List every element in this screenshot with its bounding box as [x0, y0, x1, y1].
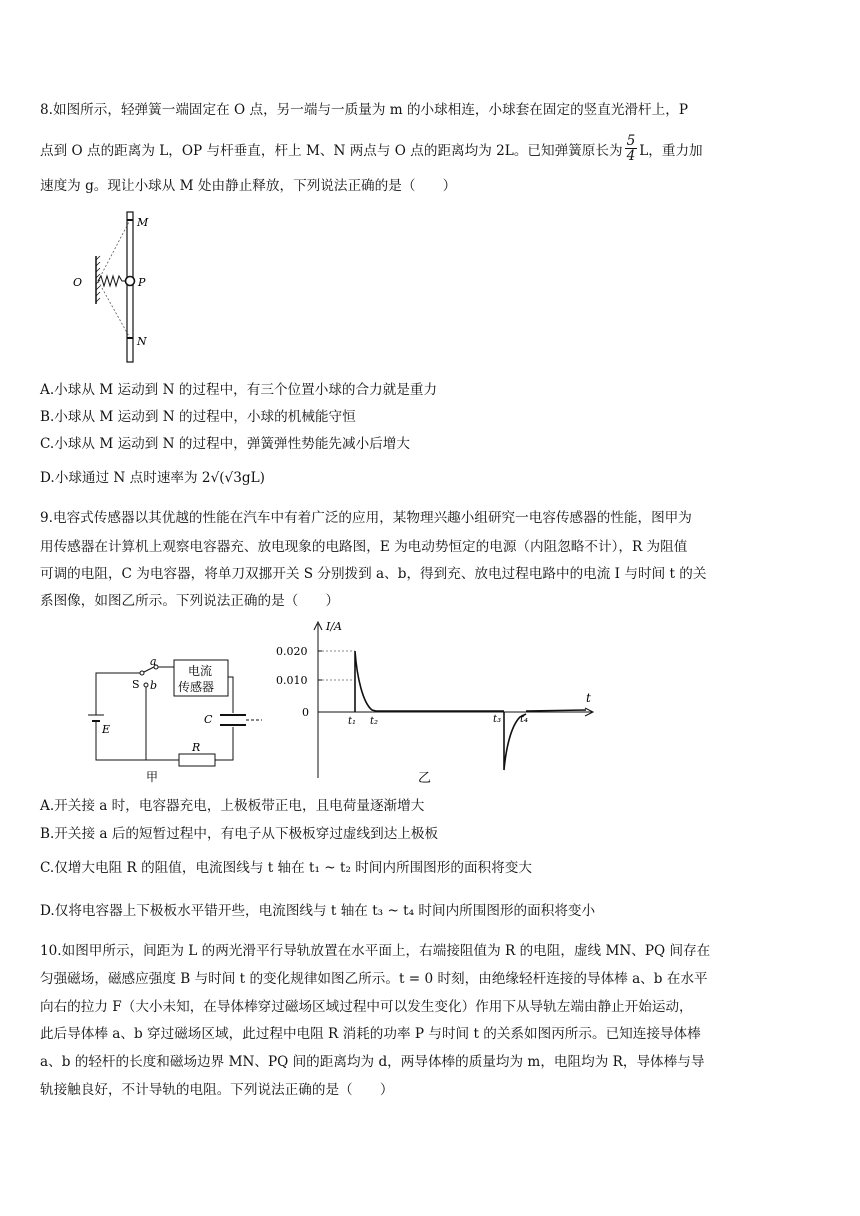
q9-current-time-graph: [268, 618, 600, 788]
q9-option-a: A.开关接 a 时，电容器充电，上极板带正电，且电荷量逐渐增大: [40, 798, 425, 814]
q10-stem-line-4: 此后导体棒 a、b 穿过磁场区域，此过程中电阻 R 消耗的功率 P 与时间 t 的关系如图丙所示。已知连接导体棒: [40, 1026, 701, 1042]
caption-jia: 甲: [146, 770, 159, 784]
label-b: b: [150, 679, 158, 692]
q10-stem-line-5: a、b 的轻杆的长度和磁场边界 MN、PQ 间的距离均为 d，两导体棒的质量均为 m，电阻均为 R，导体棒与导: [40, 1054, 705, 1070]
q8-stem-line-1: 8.如图所示，轻弹簧一端固定在 O 点，另一端与一质量为 m 的小球相连，小球套在固定的竖直光滑杆上，P: [40, 102, 688, 118]
label-s: S: [132, 678, 140, 691]
q9-stem-line-1: 9.电容式传感器以其优越的性能在汽车中有着广泛的应用，某物理兴趣小组研究一电容传感器的性能，图甲为: [40, 510, 692, 526]
graph-t2: t₂: [370, 716, 379, 727]
graph-ylabel: I/A: [326, 620, 342, 633]
q9-stem-line-3: 可调的电阻，C 为电容器，将单刀双挪开关 S 分别拨到 a、b，得到充、放电过程电路中的电流 I 与时间 t 的关: [40, 566, 707, 582]
q8-option-b: B.小球从 M 运动到 N 的过程中，小球的机械能守恒: [40, 409, 356, 425]
graph-t3: t₃: [493, 714, 502, 725]
q8-stem-line-2-tail: L，重力加: [639, 142, 703, 159]
graph-tick-0010: 0.010: [276, 674, 308, 687]
sensor-label-1: 电流: [188, 664, 213, 678]
graph-t4: t₄: [520, 714, 529, 725]
q8-spring-rod-figure: [70, 208, 180, 366]
label-a: a: [150, 655, 157, 668]
q9-option-b: B.开关接 a 后的短暂过程中，有电子从下极板穿过虚线到达上极板: [40, 826, 439, 842]
label-e: E: [102, 723, 111, 736]
q9-option-c: C.仅增大电阻 R 的阻值，电流图线与 t 轴在 t₁ ~ t₂ 时间内所围图形的面积将变大: [40, 860, 532, 876]
label-o: O: [73, 276, 83, 289]
q8-stem-line-3: 速度为 g。现让小球从 M 处由静止释放，下列说法正确的是（ ）: [40, 178, 457, 194]
q8-option-d: D.小球通过 N 点时速率为 2√(√3gL): [40, 470, 265, 486]
q9-stem-line-2: 用传感器在计算机上观察电容器充、放电现象的电路图，E 为电动势恒定的电源（内阻忽略不计），R 为阻值: [40, 539, 688, 555]
q10-stem-line-2: 匀强磁场，磁感应强度 B 与时间 t 的变化规律如图乙所示。t = 0 时刻，由绝缘轻杆连接的导体棒 a、b 在水平: [40, 971, 708, 987]
fraction-numerator: 5: [626, 133, 636, 149]
label-p: P: [138, 276, 146, 289]
graph-tick-0020: 0.020: [276, 645, 308, 658]
q9-option-d: D.仅将电容器上下极板水平错开些，电流图线与 t 轴在 t₃ ~ t₄ 时间内所围图形的面积将变小: [40, 903, 596, 919]
graph-tick-0: 0: [302, 706, 309, 719]
q10-stem-line-1: 10.如图甲所示，间距为 L 的两光滑平行导轨放置在水平面上，右端接阻值为 R 的电阻，虚线 MN、PQ 间存在: [40, 943, 711, 959]
label-r: R: [192, 741, 201, 754]
graph-t1: t₁: [348, 716, 357, 727]
q10-stem-line-3: 向右的拉力 F（大小未知，在导体棒穿过磁场区域过程中可以发生变化）作用下从导轨左端由静止开始运动，: [40, 999, 693, 1015]
q10-stem-line-6: 轨接触良好，不计导轨的电阻。下列说法正确的是（ ）: [40, 1082, 394, 1098]
q8-stem-line-2-text: 点到 O 点的距离为 L，OP 与杆垂直，杆上 M、N 两点与 O 点的距离均为 2L。已知弹簧原长为: [40, 142, 623, 159]
q8-stem-line-2: [40, 134, 703, 163]
label-m: M: [137, 216, 149, 229]
graph-xlabel: t: [586, 691, 591, 705]
q8-option-a: A.小球从 M 运动到 N 的过程中，有三个位置小球的合力就是重力: [40, 382, 438, 398]
q9-stem-line-4: 系图像，如图乙所示。下列说法正确的是（ ）: [40, 593, 340, 609]
q9-circuit-diagram: [82, 655, 262, 785]
fraction-denominator: 4: [626, 148, 636, 164]
sensor-label-2: 传感器: [178, 680, 215, 694]
q8-option-c: C.小球从 M 运动到 N 的过程中，弹簧弹性势能先减小后增大: [40, 436, 410, 452]
caption-yi: 乙: [418, 771, 432, 786]
fraction-five-quarters: [625, 134, 638, 163]
label-n: N: [137, 335, 147, 348]
label-c: C: [204, 713, 213, 726]
